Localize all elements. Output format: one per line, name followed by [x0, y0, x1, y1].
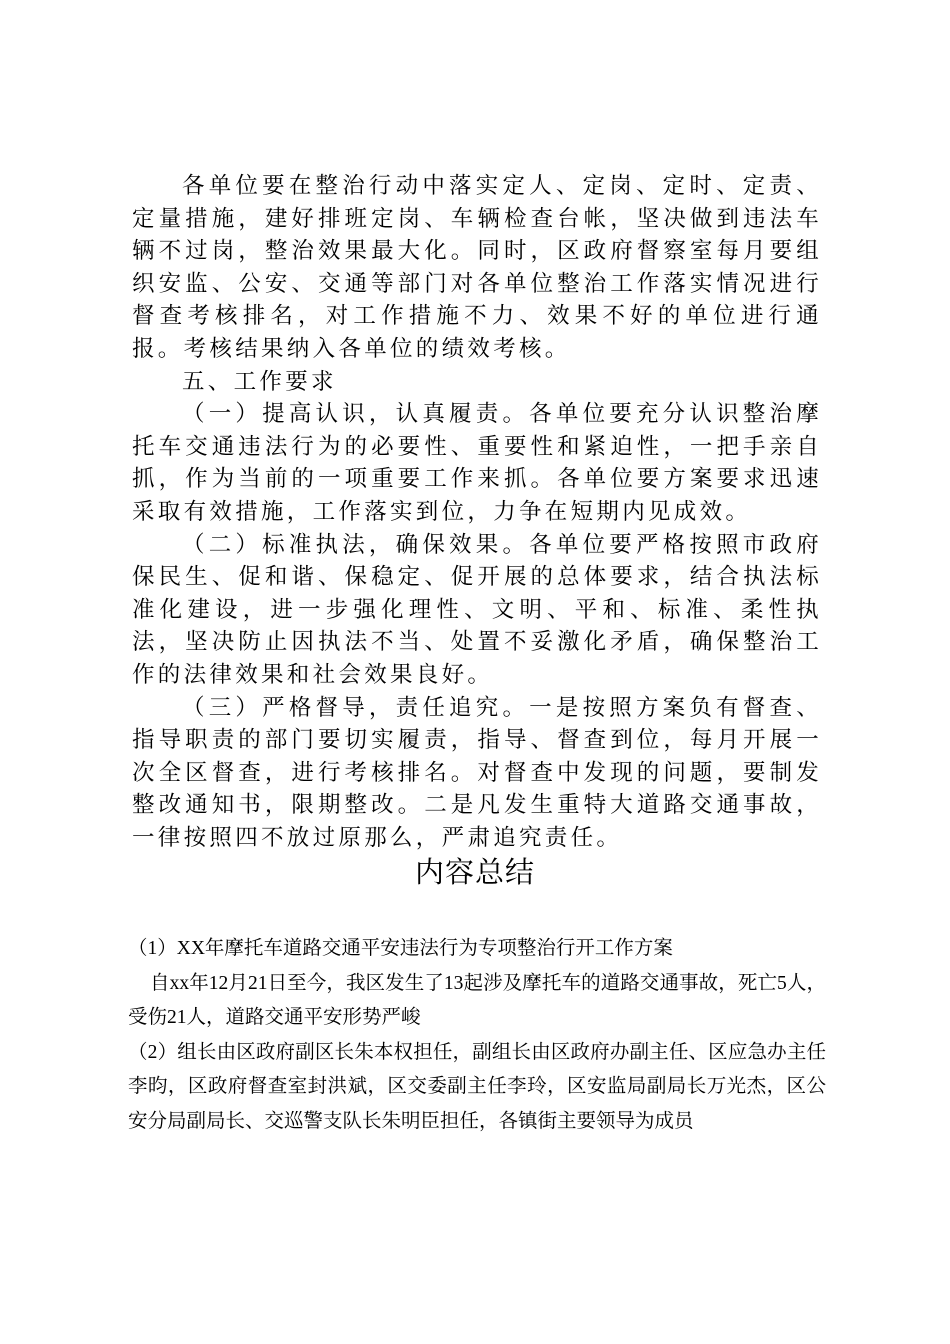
document-body: [132, 170, 822, 854]
requirement-item-1: （一）提高认识，认真履责。各单位要充分认识整治摩托车交通违法行为的必要性、重要性和紧迫性，一把手亲自抓，作为当前的一项重要工作来抓。各单位要方案要求迅速采取有效措施，工作落实到位，力争在短期内见成效。: [132, 401, 822, 525]
paragraph-implementation: 各单位要在整治行动中落实定人、定岗、定时、定责、定量措施，建好排班定岗、车辆检查台帐，坚决做到违法车辆不过岗，整治效果最大化。同时，区政府督察室每月要组织安监、公安、交通等部门对各单位整治工作落实情况进行督查考核排名，对工作措施不力、效果不好的单位进行通报。考核结果纳入各单位的绩效考核。: [132, 173, 822, 362]
summary-section: [128, 932, 826, 1139]
summary-title: 内容总结: [414, 855, 535, 889]
requirement-item-2: （二）标准执法，确保效果。各单位要严格按照市政府保民生、促和谐、保稳定、促开展的总体要求，结合执法标准化建设，进一步强化理性、文明、平和、标准、柔性执法，坚决防止因执法不当、处置不妥激化矛盾，确保整治工作的法律效果和社会效果良好。: [132, 531, 822, 688]
summary-line-3: （2）组长由区政府副区长朱本权担任，副组长由区政府办副主任、区应急办主任李昀，区政府督查室封洪斌，区交委副主任李玲，区安监局副局长万光杰，区公安分局副局长、交巡警支队长朱明臣担任，各镇街主要领导为成员: [128, 1041, 826, 1132]
summary-line-1: （1）XX年摩托车道路交通平安违法行为专项整治行开工作方案: [128, 938, 673, 959]
section-heading-work-requirements: 五、工作要求: [182, 368, 337, 395]
summary-line-2: 自xx年12月21日至今，我区发生了13起涉及摩托车的道路交通事故，死亡5人，受伤21人，道路交通平安形势严峻: [128, 972, 826, 1028]
requirement-item-3: （三）严格督导，责任追究。一是按照方案负有督查、指导职责的部门要切实履责，指导、督查到位，每月开展一次全区督查，进行考核排名。对督查中发现的问题，要制发整改通知书，限期整改。二是凡发生重特大道路交通事故，一律按照四不放过原那么，严肃追究责任。: [132, 694, 822, 851]
